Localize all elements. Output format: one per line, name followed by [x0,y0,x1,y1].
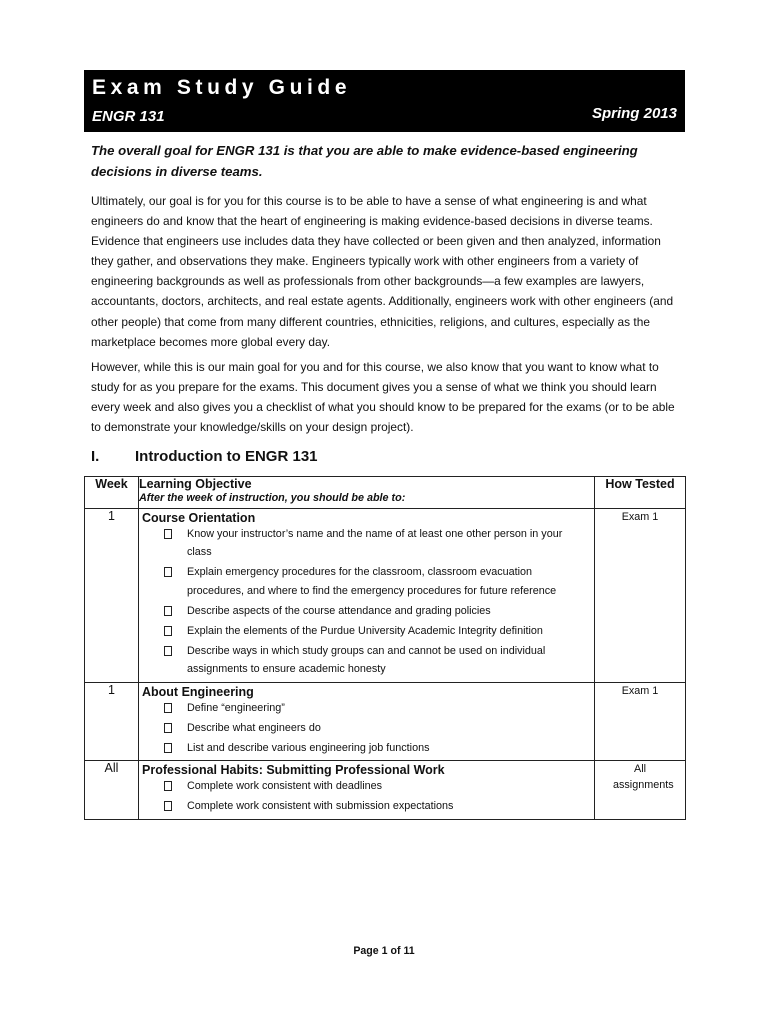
checkbox-icon[interactable] [164,567,172,577]
of-label: of [390,945,401,957]
learning-objectives-table [84,476,686,820]
row-tested: Exam 1 [595,682,686,761]
page-footer [0,945,768,957]
objective-header-label: Learning Objective [139,477,252,491]
checkbox-icon[interactable] [164,781,172,791]
item-text: Complete work consistent with deadlines [187,780,383,793]
item-text: Know your instructor’s name and the name of at least one other person in your class [187,528,563,559]
section-number: I. [91,448,100,465]
row-topic: About Engineering [142,684,254,699]
checkbox-icon[interactable] [164,606,172,616]
list-item [139,797,594,815]
goal-statement: The overall goal for ENGR 131 is that you are able to make evidence-based engineering decisions in diverse teams. [91,143,638,179]
item-text: Describe aspects of the course attendance and grading policies [187,604,491,617]
table-row [85,682,686,761]
checkbox-icon[interactable] [164,626,172,636]
row-objectives [139,682,595,761]
checkbox-icon[interactable] [164,529,172,539]
list-item [139,563,594,599]
page-total: 11 [403,945,415,957]
term-label: Spring 2013 [591,105,677,122]
objective-header [139,477,595,509]
course-code: ENGR 131 [92,108,165,125]
list-item [139,739,594,757]
table-row [85,509,686,683]
item-text: Describe what engineers do [187,721,321,734]
row-objectives [139,761,595,819]
page-label: Page [353,945,379,957]
list-item [139,719,594,737]
item-text: List and describe various engineering job functions [187,742,430,755]
checkbox-icon[interactable] [164,646,172,656]
table-header-row [85,477,686,509]
list-item [139,622,594,640]
exam-paragraph: However, while this is our main goal for you and for this course, we also know that you want to know what to study for as you prepare for the exams. This document gives you a sense of what we think you should learn every week and also gives you a checklist of what you should know to be prepared for the exams (or to be able to demonstrate your knowledge/skills on your design project). [91,360,675,435]
row-objectives [139,509,595,683]
row-topic: Course Orientation [142,511,256,525]
row-tested: All assignments [595,761,686,819]
row-week: 1 [85,682,139,761]
checkbox-icon[interactable] [164,801,172,811]
checkbox-icon[interactable] [164,723,172,733]
intro-paragraph: Ultimately, our goal is for you for this course is to be able to have a sense of what engineering is and what engineers do and know that the heart of engineering is making evidence-based decisions in diverse teams. Evidence that engineers use includes data they have collected or been given and then analyzed, information they gather, and observations they make. Engineers typically work with other engineers from a variety of engineering backgrounds as well as professionals from other backgrounds—a few examples are lawyers, accountants, doctors, architects, and real estate agents. Additionally, engineers work with other engineers (and other people) that come from many different countries, ethnicities, religions, and cultures, especially as the marketplace becomes more global every day. [91,194,674,349]
row-topic: Professional Habits: Submitting Professional Work [142,763,445,778]
section-heading [91,448,591,465]
list-item [139,699,594,717]
item-text: Define “engineering” [187,701,285,714]
table-row [85,761,686,819]
section-title: Introduction to ENGR 131 [135,448,318,465]
document-title: Exam Study Guide [92,76,352,99]
list-item [139,777,594,795]
item-text: Complete work consistent with submission expectations [187,800,454,813]
item-text: Explain the elements of the Purdue University Academic Integrity definition [187,625,543,638]
checkbox-icon[interactable] [164,743,172,753]
row-tested: Exam 1 [595,509,686,683]
checkbox-icon[interactable] [164,703,172,713]
list-item [139,525,594,561]
title-banner [84,70,685,132]
row-week: 1 [85,509,139,683]
row-week: All [85,761,139,819]
week-header: Week [85,477,139,509]
objective-header-subtitle: After the week of instruction, you should be able to: [139,492,406,504]
list-item [139,602,594,620]
item-text: Describe ways in which study groups can and cannot be used on individual assignments to ensure academic honesty [187,645,546,676]
list-item [139,642,594,678]
page-number: 1 [381,945,388,957]
tested-header: How Tested [595,477,686,509]
item-text: Explain emergency procedures for the classroom, classroom evacuation procedures, and where to find the emergency procedures for future reference [187,566,557,597]
